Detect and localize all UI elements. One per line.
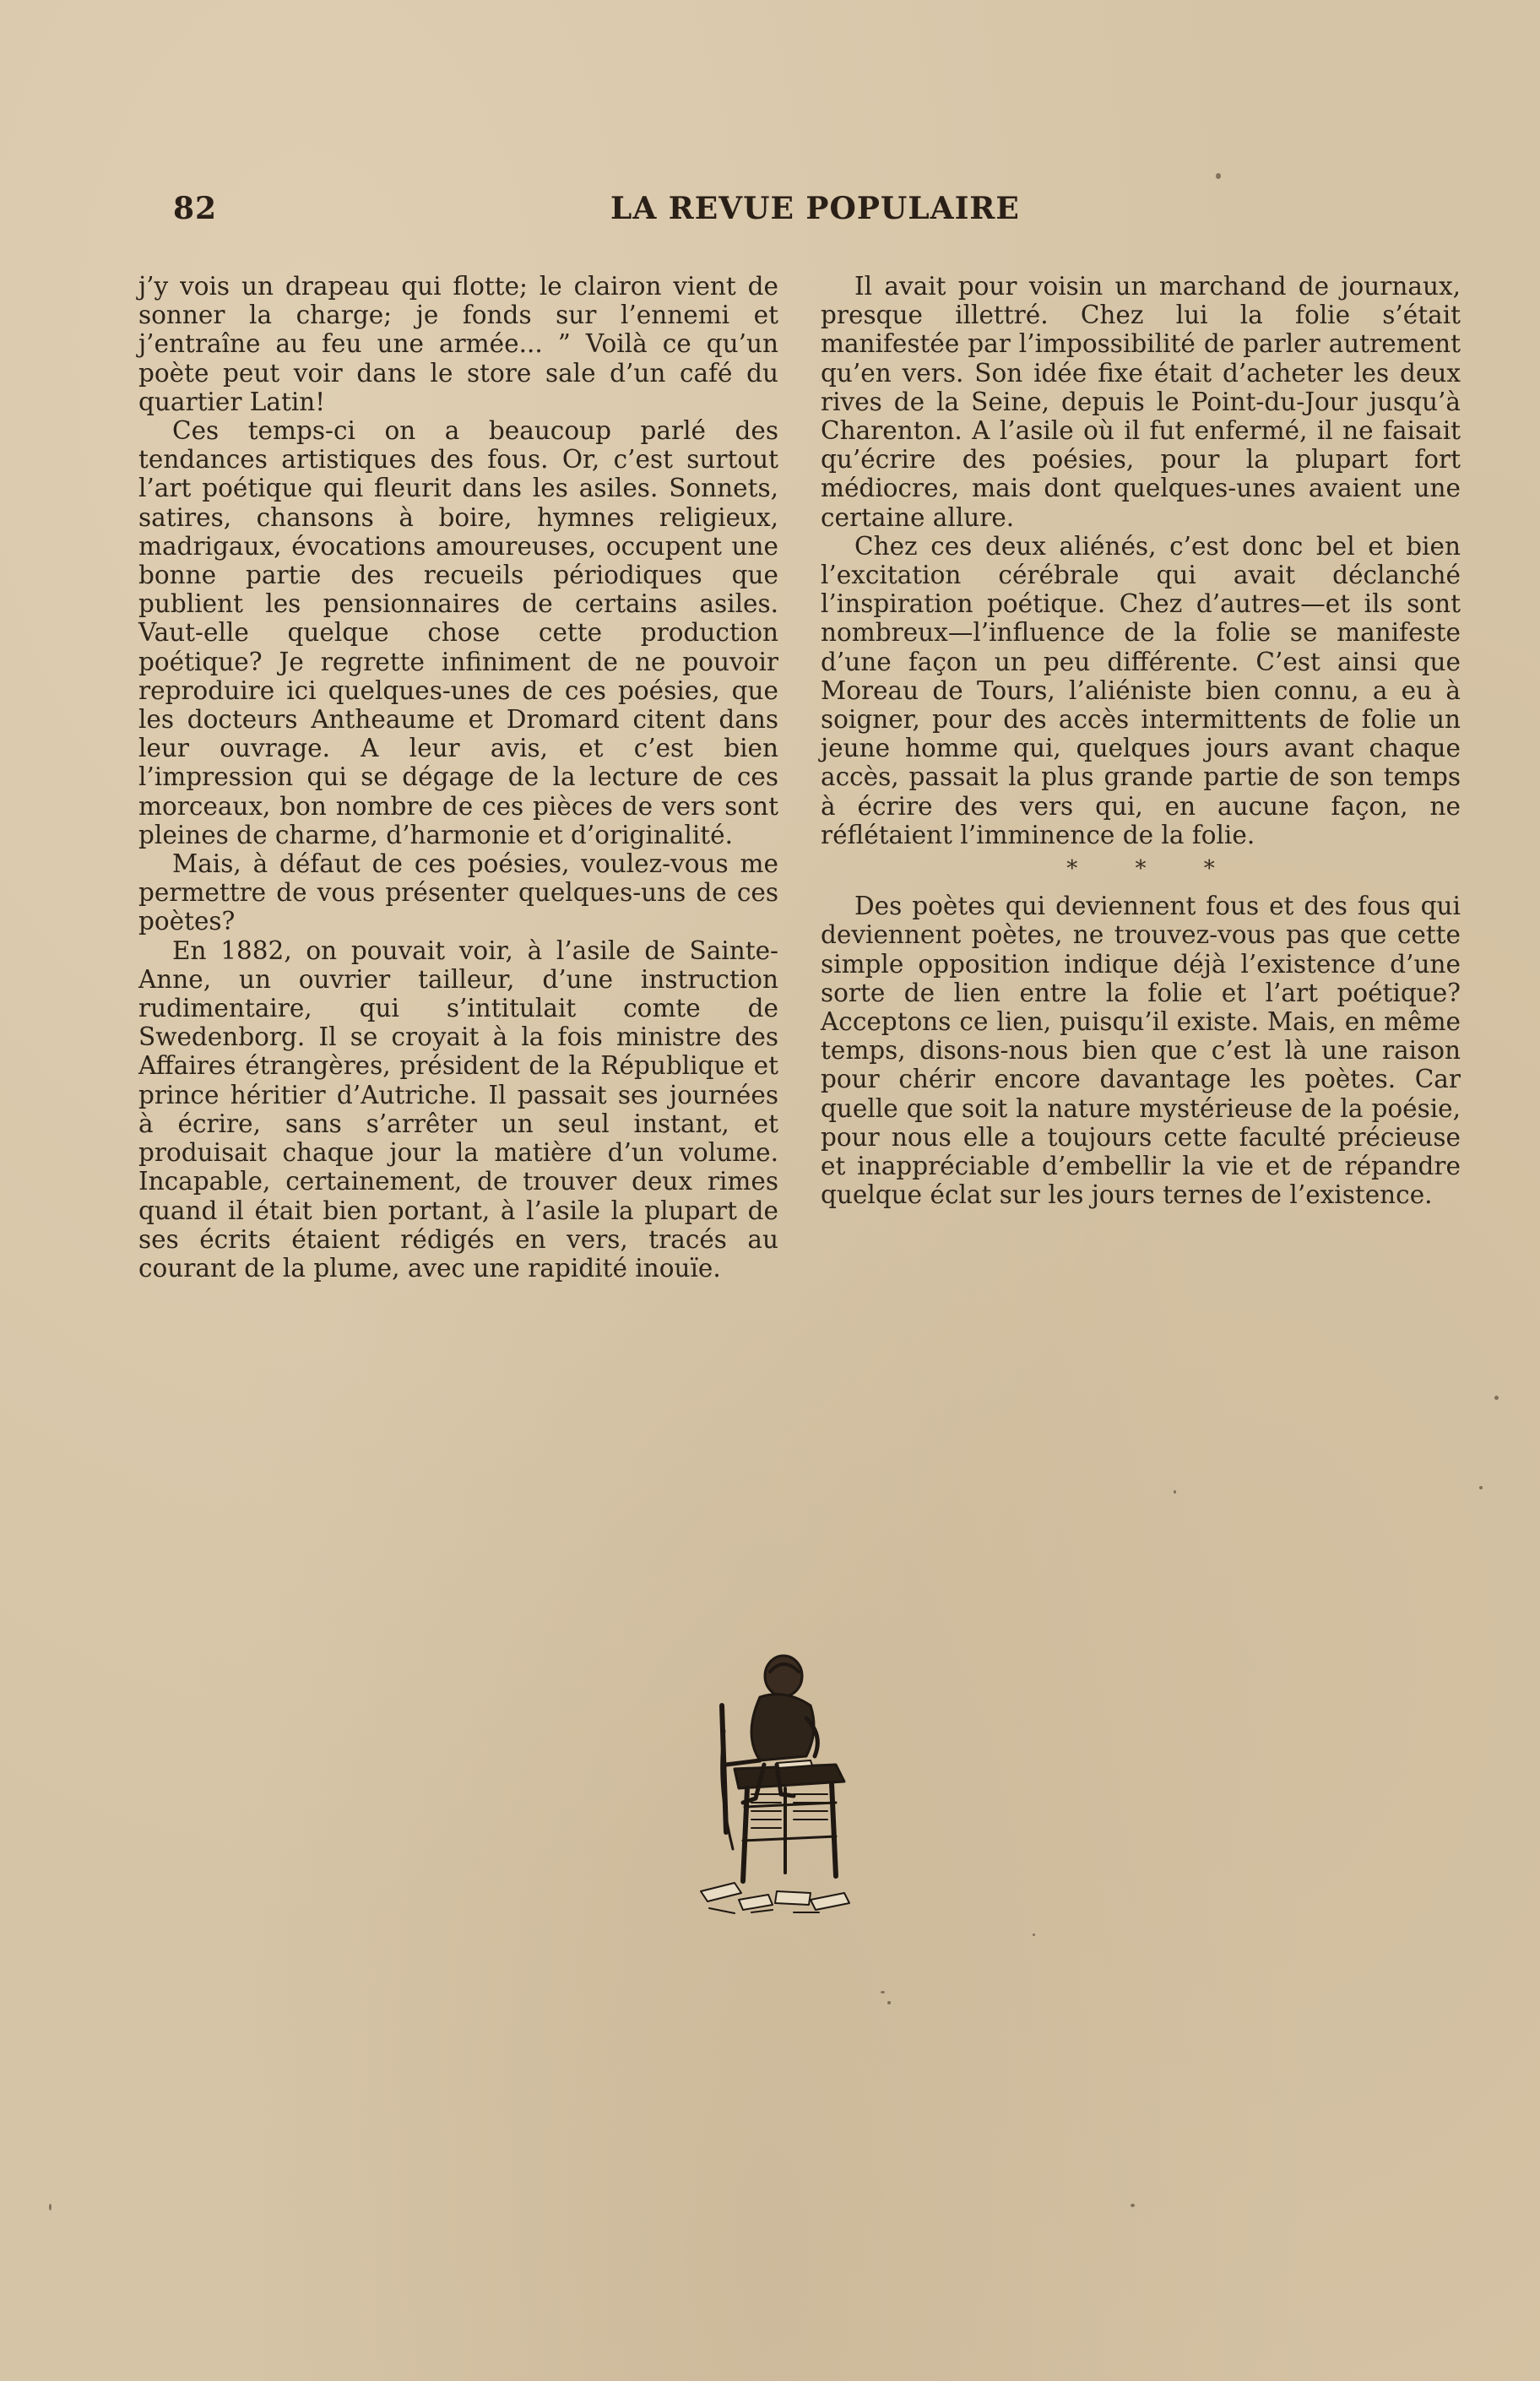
paper-speck <box>881 1991 885 1993</box>
paper-speck <box>1494 1396 1499 1400</box>
paragraph: Ces temps-ci on a beaucoup parlé des tendances artistiques des fous. Or, c’est surtout l’art poétique qui fleurit dans les asiles. Sonnets, satires, chansons à boire, hymnes religieux, madrigaux, évocations amoureuses, occupent une bonne partie des recueils périodiques que publient les pensionnaires de certains asiles. Vaut-elle quelque chose cette production poétique? Je regrette infiniment de ne pouvoir reproduire ici quelques-unes de ces poésies, que les docteurs Antheaume et Dromard citent dans leur ouvrage. A leur avis, et c’est bien l’impression qui se dégage de la lecture de ces morceaux, bon nombre de ces pièces de vers sont pleines de charme, d’harmonie et d’originalité. <box>138 416 778 849</box>
paragraph: Mais, à défaut de ces poésies, voulez-vous me permettre de vous présenter quelques-uns de ces poètes? <box>138 849 778 936</box>
paper-speck <box>1479 1486 1483 1489</box>
paper-speck <box>887 2001 891 2004</box>
page-number: 82 <box>173 191 218 226</box>
left-column <box>138 272 778 1283</box>
paper-speck <box>1174 1490 1176 1494</box>
writer-at-desk-icon <box>692 1638 861 1925</box>
paper-speck <box>49 2204 52 2210</box>
paper-speck <box>1033 1934 1035 1936</box>
paper-speck <box>1131 2204 1135 2207</box>
paragraph: Il avait pour voisin un marchand de journaux, presque illettré. Chez lui la folie s’était manifestée par l’impossibilité de parler autrement qu’en vers. Son idée fixe était d’acheter les deux rives de la Seine, depuis le Point-du-Jour jusqu’à Charenton. A l’asile où il fut enfermé, il ne faisait qu’écrire des poésies, pour la plupart fort médiocres, mais dont quelques-unes avaient une certaine allure. <box>821 272 1461 532</box>
paragraph: En 1882, on pouvait voir, à l’asile de Sainte-Anne, un ouvrier tailleur, d’une instruction rudimentaire, qui s’intitulait comte de Swedenborg. Il se croyait à la fois ministre des Affaires étrangères, président de la République et prince héritier d’Autriche. Il passait ses journées à écrire, sans s’arrêter un seul instant, et produisait chaque jour la matière d’un volume. Incapable, certainement, de trouver deux rimes quand il était bien portant, à l’asile la plupart de ses écrits étaient rédigés en vers, tracés au courant de la plume, avec une rapidité inouïe. <box>138 936 778 1283</box>
running-title: LA REVUE POPULAIRE <box>610 191 1020 226</box>
paper-speck <box>1216 173 1221 179</box>
right-column <box>821 272 1461 1210</box>
paragraph: Chez ces deux aliénés, c’est donc bel et bien l’excitation cérébrale qui avait déclanché l’inspiration poétique. Chez d’autres—et ils sont nombreux—l’influence de la folie se manifeste d’une façon un peu différente. C’est ainsi que Moreau de Tours, l’aliéniste bien connu, a eu à soigner, pour des accès intermittents de folie un jeune homme qui, quelques jours avant chaque accès, passait la plus grande partie de son temps à écrire des vers qui, en aucune façon, ne réflétaient l’imminence de la folie. <box>821 531 1461 849</box>
page-header <box>173 191 1020 241</box>
paragraph: Des poètes qui deviennent fous et des fous qui deviennent poètes, ne trouvez-vous pas que cette simple opposition indique déjà l’existence d’une sorte de lien entre la folie et l’art poétique? Acceptons ce lien, puisqu’il existe. Mais, en même temps, disons-nous bien que c’est là une raison pour chérir encore davantage les poètes. Car quelle que soit la nature mystérieuse de la poésie, pour nous elle a toujours cette faculté précieuse et inappréciable d’embellir la vie et de répandre quelque éclat sur les jours ternes de l’existence. <box>821 892 1461 1210</box>
paragraph: j’y vois un drapeau qui flotte; le clairon vient de sonner la charge; je fonds sur l’ennemi et j’entraîne au feu une armée... ” Voilà ce qu’un poète peut voir dans le store sale d’un café du quartier Latin! <box>138 272 778 416</box>
section-separator: * * * <box>1066 856 1240 882</box>
